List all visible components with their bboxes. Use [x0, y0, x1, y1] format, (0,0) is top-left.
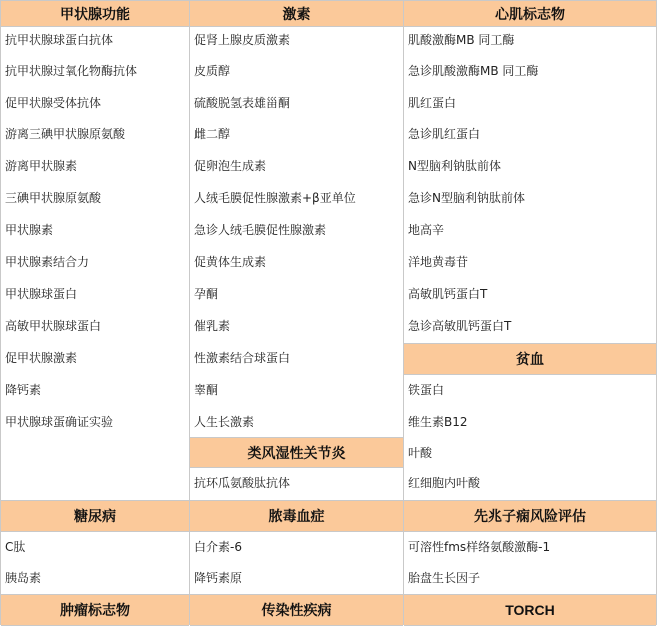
item-cardiac-9[interactable]: 高敏肌钙蛋白T [408, 287, 488, 301]
item-cardiac-3[interactable]: 肌红蛋白 [408, 96, 457, 110]
item-hormones-8[interactable]: 促黄体生成素 [194, 255, 267, 269]
header-diabetes: 糖尿病 [1, 500, 189, 532]
item-cardiac-4[interactable]: 急诊肌红蛋白 [408, 127, 481, 141]
item-thyroid-12[interactable]: 降钙素 [5, 383, 42, 397]
item-thyroid-11[interactable]: 促甲状腺激素 [5, 351, 78, 365]
item-preeclampsia-2[interactable]: 胎盘生长因子 [408, 571, 481, 585]
item-hormones-4[interactable]: 雌二醇 [194, 127, 231, 141]
item-sepsis-1[interactable]: 白介素-6 [194, 540, 242, 554]
item-cardiac-6[interactable]: 急诊N型脑利钠肽前体 [408, 191, 525, 205]
item-hormones-1[interactable]: 促肾上腺皮质激素 [194, 33, 291, 47]
header-rheumatoid: 类风湿性关节炎 [190, 437, 403, 468]
item-anemia-4[interactable]: 红细胞内叶酸 [408, 476, 481, 490]
item-hormones-12[interactable]: 睾酮 [194, 383, 219, 397]
item-thyroid-9[interactable]: 甲状腺球蛋白 [5, 287, 78, 301]
item-anemia-2[interactable]: 维生素B12 [408, 415, 468, 429]
item-thyroid-7[interactable]: 甲状腺素 [5, 223, 54, 237]
item-hormones-3[interactable]: 硫酸脱氢表雄甾酮 [194, 96, 291, 110]
column-1 [1, 0, 190, 625]
item-hormones-7[interactable]: 急诊人绒毛膜促性腺激素 [194, 223, 327, 237]
item-cardiac-7[interactable]: 地高辛 [408, 223, 445, 237]
item-anemia-1[interactable]: 铁蛋白 [408, 383, 445, 397]
item-thyroid-2[interactable]: 抗甲状腺过氧化物酶抗体 [5, 64, 138, 78]
item-hormones-9[interactable]: 孕酮 [194, 287, 219, 301]
item-thyroid-13[interactable]: 甲状腺球蛋确证实验 [5, 415, 114, 429]
header-tumor: 肿瘤标志物 [1, 594, 189, 626]
column-2 [190, 0, 404, 625]
item-cardiac-10[interactable]: 急诊高敏肌钙蛋白T [408, 319, 512, 333]
header-anemia: 贫血 [404, 343, 656, 375]
header-cardiac: 心肌标志物 [404, 0, 656, 27]
column-3 [404, 0, 657, 625]
item-thyroid-5[interactable]: 游离甲状腺素 [5, 159, 78, 173]
item-cardiac-1[interactable]: 肌酸激酶MB 同工酶 [408, 33, 515, 47]
header-torch: TORCH [404, 594, 656, 626]
item-hormones-6[interactable]: 人绒毛膜促性腺激素+β亚单位 [194, 191, 356, 205]
item-thyroid-10[interactable]: 高敏甲状腺球蛋白 [5, 319, 102, 333]
item-thyroid-1[interactable]: 抗甲状腺球蛋白抗体 [5, 33, 114, 47]
header-thyroid: 甲状腺功能 [1, 0, 189, 27]
item-sepsis-2[interactable]: 降钙素原 [194, 571, 243, 585]
item-diabetes-1[interactable]: C肽 [5, 540, 26, 554]
item-diabetes-2[interactable]: 胰岛素 [5, 571, 42, 585]
item-thyroid-3[interactable]: 促甲状腺受体抗体 [5, 96, 102, 110]
item-anemia-3[interactable]: 叶酸 [408, 446, 433, 460]
header-sepsis: 脓毒血症 [190, 500, 403, 532]
header-infectious: 传染性疾病 [190, 594, 403, 626]
item-hormones-10[interactable]: 催乳素 [194, 319, 231, 333]
item-cardiac-5[interactable]: N型脑利钠肽前体 [408, 159, 501, 173]
item-rheumatoid-1[interactable]: 抗环瓜氨酸肽抗体 [194, 476, 291, 490]
item-hormones-5[interactable]: 促卵泡生成素 [194, 159, 267, 173]
item-hormones-2[interactable]: 皮质醇 [194, 64, 231, 78]
item-cardiac-8[interactable]: 洋地黄毒苷 [408, 255, 469, 269]
item-hormones-11[interactable]: 性激素结合球蛋白 [194, 351, 291, 365]
item-thyroid-8[interactable]: 甲状腺素结合力 [5, 255, 90, 269]
item-thyroid-4[interactable]: 游离三碘甲状腺原氨酸 [5, 127, 126, 141]
header-preeclampsia: 先兆子痫风险评估 [404, 500, 656, 532]
item-preeclampsia-1[interactable]: 可溶性fms样络氨酸激酶-1 [408, 540, 551, 554]
item-thyroid-6[interactable]: 三碘甲状腺原氨酸 [5, 191, 102, 205]
header-hormones: 激素 [190, 0, 403, 27]
item-hormones-13[interactable]: 人生长激素 [194, 415, 255, 429]
item-cardiac-2[interactable]: 急诊肌酸激酶MB 同工酶 [408, 64, 539, 78]
